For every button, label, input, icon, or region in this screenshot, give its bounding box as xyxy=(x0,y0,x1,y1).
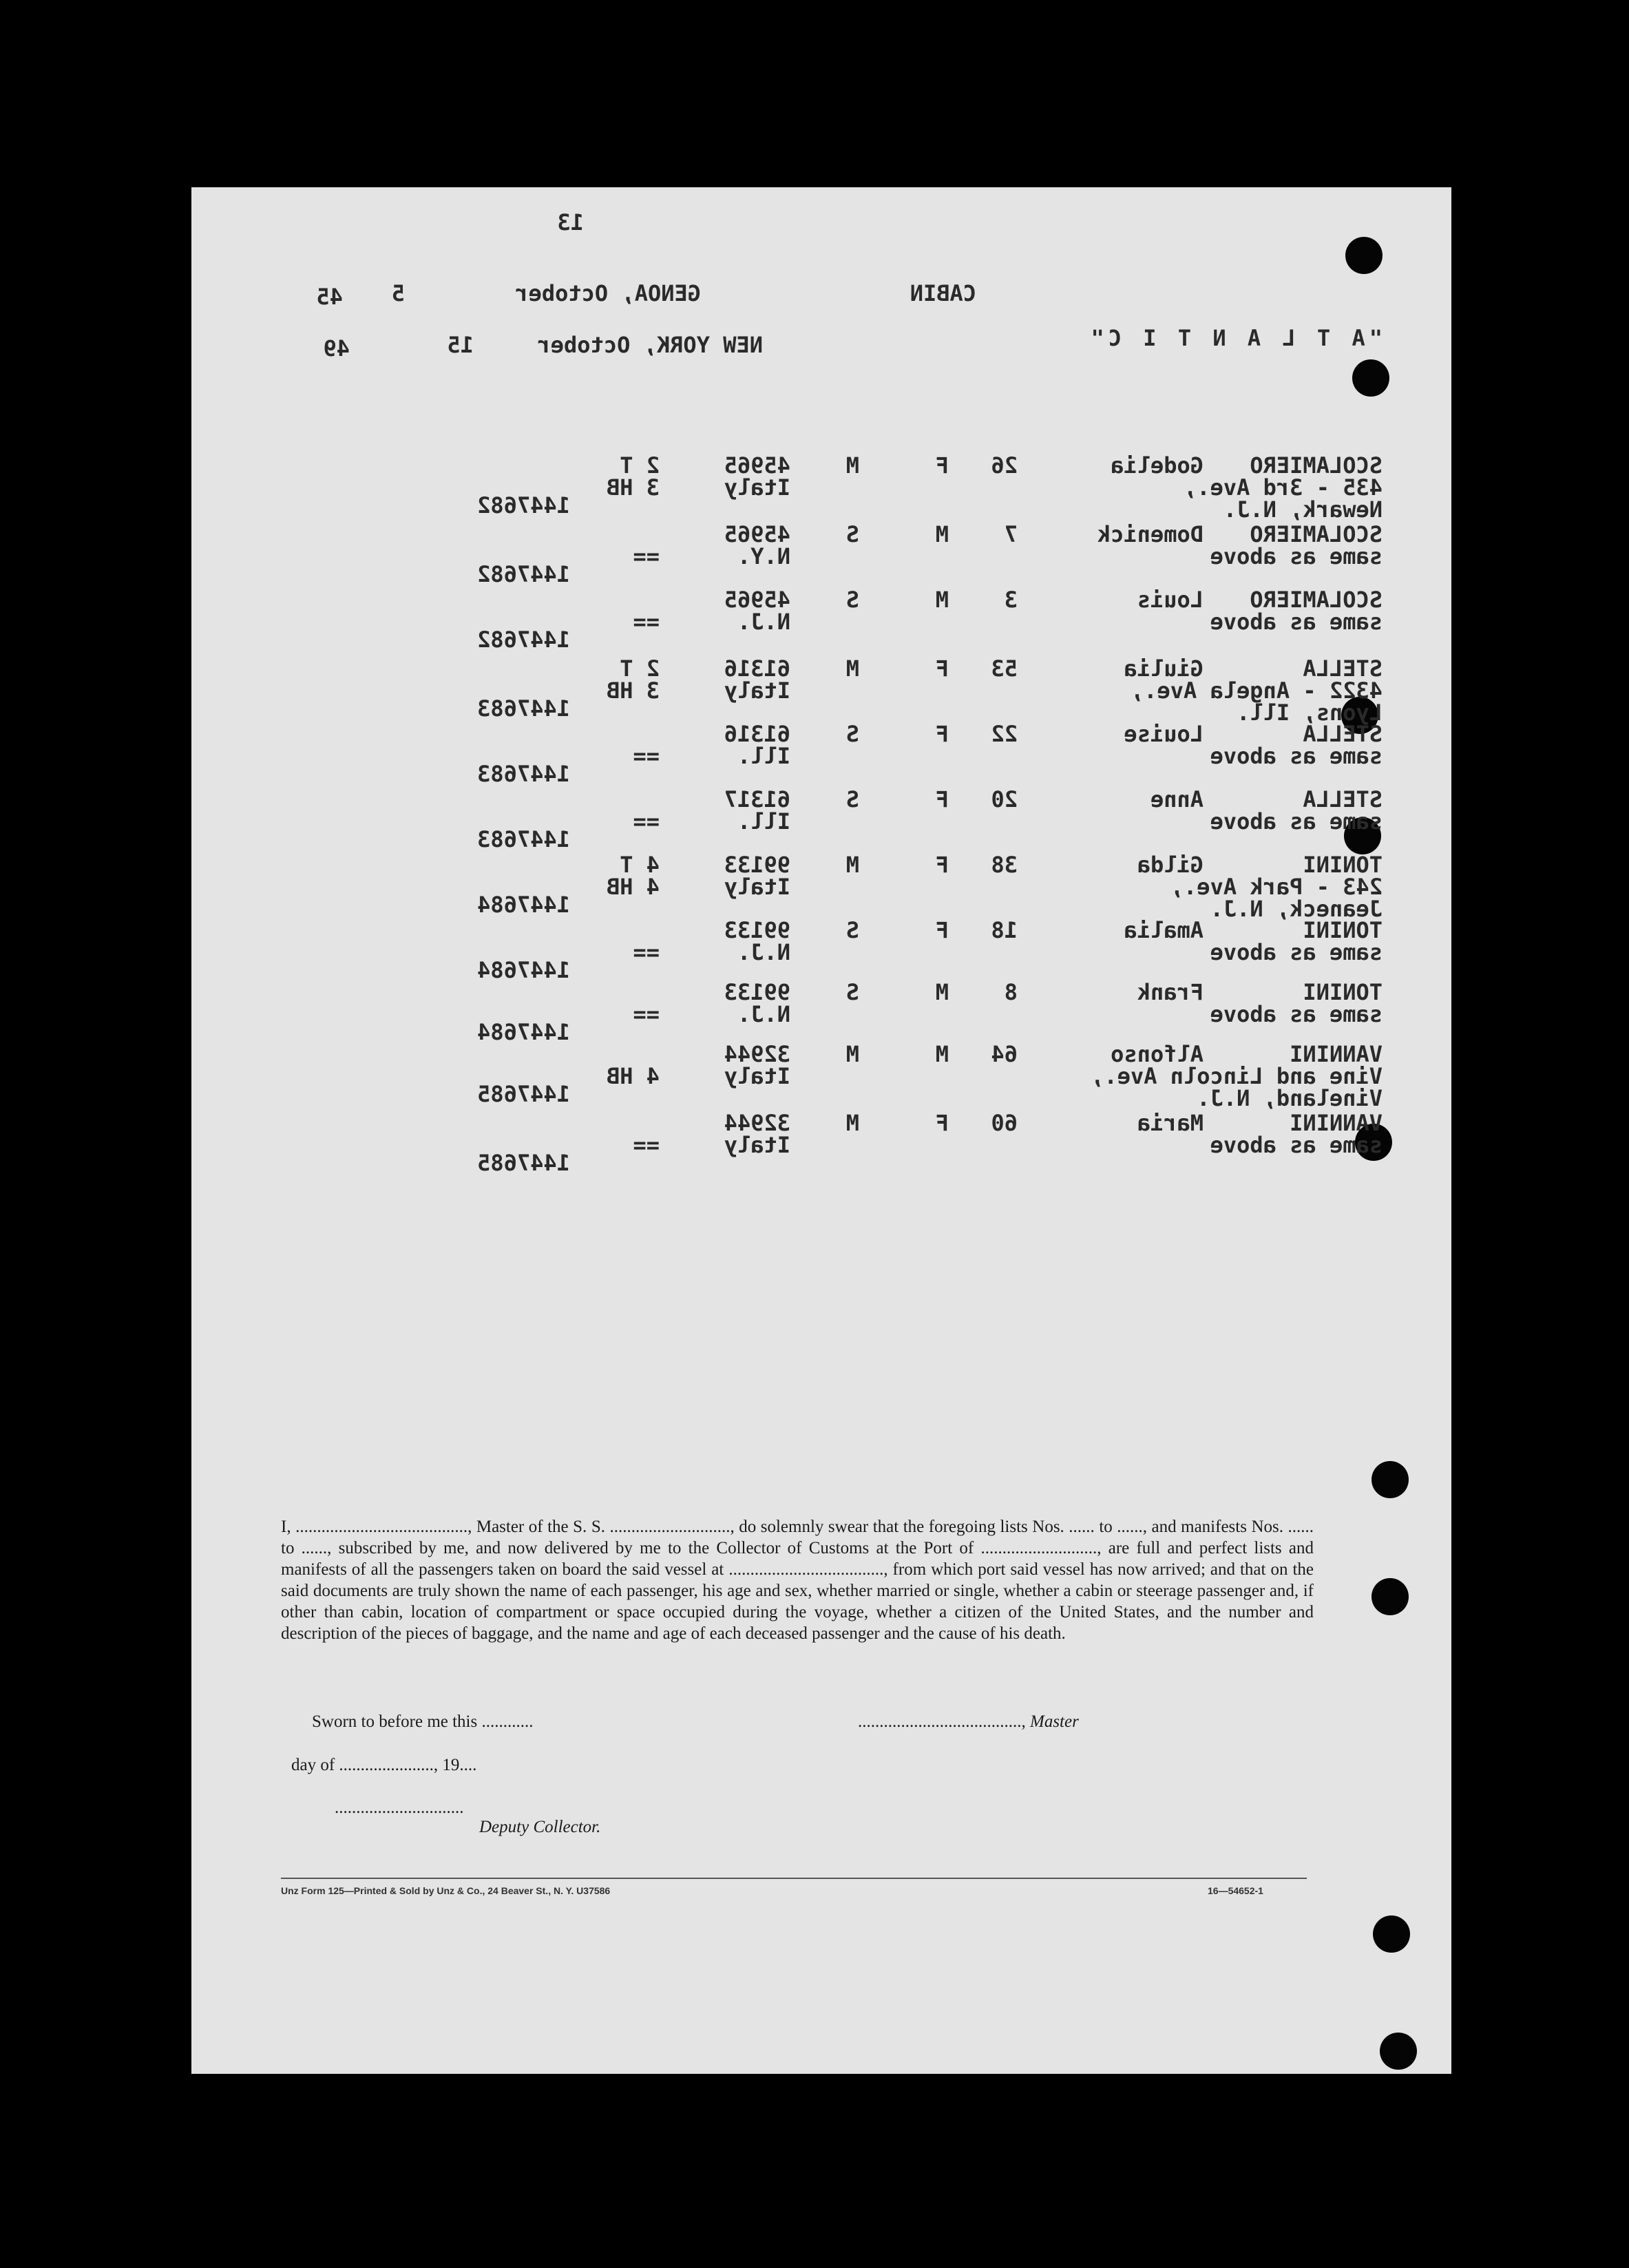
given-name: Louise xyxy=(1124,721,1204,747)
baggage-handbags: == xyxy=(633,808,660,834)
given-name: Giulia xyxy=(1124,655,1204,682)
address-line: same as above xyxy=(1210,939,1383,965)
certificate-number: 1447683 xyxy=(477,761,570,787)
certificate-number: 1447684 xyxy=(477,892,570,918)
arrival-year: 49 xyxy=(323,335,350,361)
surname: TONINI xyxy=(1303,917,1383,943)
certificate-number: 1447682 xyxy=(477,627,570,653)
surname: SCOLAMIERO xyxy=(1250,521,1383,547)
passenger-row xyxy=(191,1041,1451,1110)
baggage-handbags: == xyxy=(633,743,660,769)
baggage-handbags: == xyxy=(633,939,660,965)
departure-port: GENOA, October xyxy=(515,280,701,306)
address-line: same as above xyxy=(1210,543,1383,569)
sex: F xyxy=(935,1110,949,1136)
address-line: 243 - Park Ave., xyxy=(1170,874,1383,900)
given-name: Alfonso xyxy=(1111,1041,1204,1067)
country: N.J. xyxy=(737,939,790,965)
record-number: 99133 xyxy=(724,852,790,878)
record-number: 99133 xyxy=(724,979,790,1005)
certificate-number: 1447682 xyxy=(477,492,570,518)
record-number: 45965 xyxy=(724,452,790,479)
sworn-line: Sworn to before me this ............ xyxy=(312,1712,534,1731)
address-line: same as above xyxy=(1210,1132,1383,1158)
sex: F xyxy=(935,917,949,943)
address-line: Jeaneck, N.J. xyxy=(1210,896,1383,922)
country: N.J. xyxy=(737,1001,790,1027)
surname: VANNINI xyxy=(1290,1041,1383,1067)
form-number: 16—54652-1 xyxy=(1208,1885,1263,1896)
country: Italy xyxy=(724,1132,790,1158)
surname: VANNINI xyxy=(1290,1110,1383,1136)
passenger-row xyxy=(191,852,1451,921)
master-dots: ......................................, xyxy=(858,1712,1030,1731)
footer-rule xyxy=(281,1878,1307,1879)
country: Italy xyxy=(724,678,790,704)
country: Italy xyxy=(724,1063,790,1089)
arrival-day: 15 xyxy=(447,332,474,358)
address-line: same as above xyxy=(1210,1001,1383,1027)
address-line: same as above xyxy=(1210,808,1383,834)
surname: STELLA xyxy=(1303,655,1383,682)
sex: F xyxy=(935,452,949,479)
marital-status: M xyxy=(845,1041,859,1067)
surname: TONINI xyxy=(1303,852,1383,878)
age: 20 xyxy=(991,786,1018,812)
passenger-row xyxy=(191,721,1451,790)
certificate-number: 1447683 xyxy=(477,695,570,722)
master-signature-line xyxy=(858,1712,1079,1732)
address-line: same as above xyxy=(1210,743,1383,769)
marital-status: S xyxy=(845,721,859,747)
deputy-dots: .............................. xyxy=(335,1798,464,1817)
age: 22 xyxy=(991,721,1018,747)
country: Italy xyxy=(724,874,790,900)
sex: F xyxy=(935,655,949,682)
marital-status: M xyxy=(845,1110,859,1136)
country: Ill. xyxy=(737,743,790,769)
country: N.J. xyxy=(737,609,790,635)
form-imprint: Unz Form 125—Printed & Sold by Unz & Co., 24 Beaver St., N. Y. U37586 xyxy=(281,1885,611,1896)
marital-status: S xyxy=(845,521,859,547)
given-name: Amalia xyxy=(1124,917,1204,943)
sex: M xyxy=(935,587,949,613)
passenger-row xyxy=(191,452,1451,521)
given-name: Anne xyxy=(1150,786,1204,812)
sex: F xyxy=(935,721,949,747)
certificate-number: 1447685 xyxy=(477,1081,570,1107)
marital-status: M xyxy=(845,852,859,878)
baggage-handbags: == xyxy=(633,1132,660,1158)
sex: F xyxy=(935,852,949,878)
age: 53 xyxy=(991,655,1018,682)
certificate-number: 1447684 xyxy=(477,957,570,983)
record-number: 61317 xyxy=(724,786,790,812)
address-line: same as above xyxy=(1210,609,1383,635)
address-line: 4322 - Angela Ave., xyxy=(1130,678,1383,704)
passenger-row xyxy=(191,786,1451,855)
left-number: 45 xyxy=(316,284,343,310)
age: 64 xyxy=(991,1041,1018,1067)
marital-status: S xyxy=(845,587,859,613)
baggage-handbags: 3 HB xyxy=(606,678,660,704)
master-oath-text: I, ........................................, Master of the S. S. ............................, do solemnly swear that the foregoing lists Nos. ...... to ......, and manifests Nos. ...... to ......, subscribed by me, and now delivered by me to the Collector of Customs at the Port of ..........................., are full and perfect lists and manifests of all the passengers taken on board the said vessel at ...................................., from which port said vessel has now arrived; and that on the said documents are truly shown the name of each passenger, his age and sex, whether married or single, whether a cabin or steerage passenger and, if other than cabin, location of compartment or space occupied during the voyage, whether a citizen of the United States, and the number and description of the pieces of baggage, and the name and age of each deceased passenger and the cause of his death. xyxy=(281,1518,1314,1643)
baggage-handbags: == xyxy=(633,543,660,569)
marital-status: M xyxy=(845,655,859,682)
certificate-number: 1447682 xyxy=(477,561,570,587)
given-name: Godelia xyxy=(1111,452,1204,479)
sex: M xyxy=(935,521,949,547)
certificate-number: 1447684 xyxy=(477,1019,570,1045)
address-line: Vineland, N.J. xyxy=(1197,1085,1383,1111)
surname: STELLA xyxy=(1303,721,1383,747)
age: 38 xyxy=(991,852,1018,878)
master-label: Master xyxy=(1030,1712,1079,1731)
address-line: Newark, N.J. xyxy=(1223,496,1383,523)
baggage-trunks: 2 T xyxy=(620,452,660,479)
age: 8 xyxy=(1004,979,1018,1005)
departure-day: 5 xyxy=(391,280,405,306)
address-line: 435 - 3rd Ave., xyxy=(1184,474,1383,501)
manifest-page xyxy=(191,187,1451,2074)
passenger-row xyxy=(191,587,1451,655)
ship-name: "A T L A N T I C" xyxy=(1086,325,1383,351)
country: N.Y. xyxy=(737,543,790,569)
passenger-row xyxy=(191,979,1451,1048)
given-name: Frank xyxy=(1137,979,1204,1005)
passenger-row xyxy=(191,1110,1451,1179)
surname: TONINI xyxy=(1303,979,1383,1005)
baggage-handbags: 4 HB xyxy=(606,874,660,900)
page-number: 13 xyxy=(557,209,584,235)
country: Italy xyxy=(724,474,790,501)
record-number: 45965 xyxy=(724,587,790,613)
marital-status: S xyxy=(845,979,859,1005)
record-number: 99133 xyxy=(724,917,790,943)
surname: SCOLAMIERO xyxy=(1250,452,1383,479)
given-name: Domenick xyxy=(1097,521,1204,547)
baggage-trunks: 2 T xyxy=(620,655,660,682)
baggage-handbags: 4 HB xyxy=(606,1063,660,1089)
record-number: 32944 xyxy=(724,1041,790,1067)
passenger-row xyxy=(191,655,1451,724)
given-name: Maria xyxy=(1137,1110,1204,1136)
age: 3 xyxy=(1004,587,1018,613)
class-label: CABIN xyxy=(910,280,976,306)
age: 7 xyxy=(1004,521,1018,547)
age: 26 xyxy=(991,452,1018,479)
address-line: Lyons, Ill. xyxy=(1237,700,1383,726)
record-number: 61316 xyxy=(724,721,790,747)
sex: F xyxy=(935,786,949,812)
deputy-collector-label: Deputy Collector. xyxy=(479,1818,601,1836)
arrival-port: NEW YORK, October xyxy=(537,332,763,358)
record-number: 45965 xyxy=(724,521,790,547)
age: 18 xyxy=(991,917,1018,943)
record-number: 32944 xyxy=(724,1110,790,1136)
address-line: Vine and Lincoln Ave., xyxy=(1091,1063,1383,1089)
marital-status: S xyxy=(845,786,859,812)
sex: M xyxy=(935,1041,949,1067)
surname: STELLA xyxy=(1303,786,1383,812)
day-of-line: day of ......................, 19.... xyxy=(291,1756,477,1774)
passenger-row xyxy=(191,521,1451,590)
marital-status: S xyxy=(845,917,859,943)
given-name: Gilda xyxy=(1137,852,1204,878)
given-name: Louis xyxy=(1137,587,1204,613)
certificate-number: 1447683 xyxy=(477,826,570,852)
certificate-number: 1447685 xyxy=(477,1150,570,1176)
country: Ill. xyxy=(737,808,790,834)
marital-status: M xyxy=(845,452,859,479)
reverse-typed-section xyxy=(191,187,1451,2074)
baggage-handbags: 3 HB xyxy=(606,474,660,501)
passenger-row xyxy=(191,917,1451,986)
age: 60 xyxy=(991,1110,1018,1136)
baggage-handbags: == xyxy=(633,1001,660,1027)
baggage-trunks: 4 T xyxy=(620,852,660,878)
record-number: 61316 xyxy=(724,655,790,682)
baggage-handbags: == xyxy=(633,609,660,635)
surname: SCOLAMIERO xyxy=(1250,587,1383,613)
sex: M xyxy=(935,979,949,1005)
